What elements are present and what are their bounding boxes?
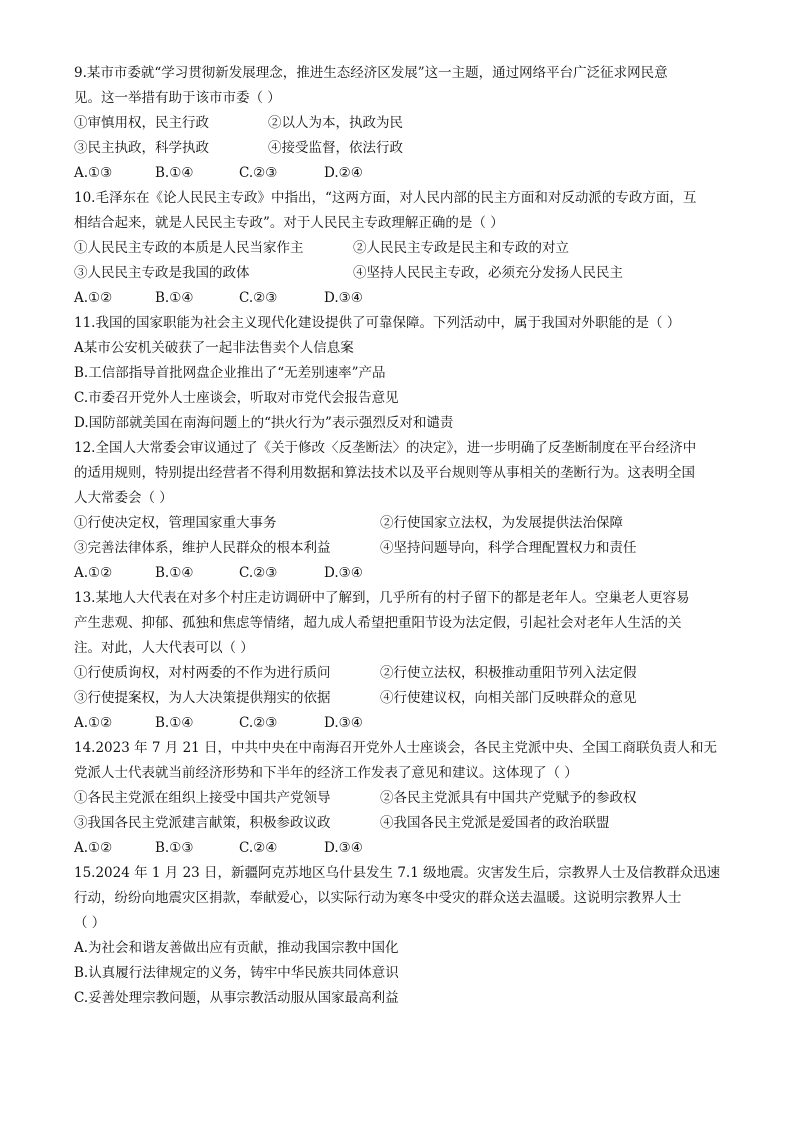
q11-choice-b: B.工信部指导首批网盘企业推出了“无差别速率”产品 xyxy=(74,365,386,381)
q14-choice-d: D.③④ xyxy=(324,840,363,856)
q9-choice-a: A.①③ xyxy=(74,165,113,181)
q13-choice-a: A.①② xyxy=(74,715,113,731)
q9-choices xyxy=(74,164,363,182)
q12-choice-b: B.①④ xyxy=(155,565,194,581)
q9-option-1: ①审慎用权，民主行政 xyxy=(74,115,209,131)
q13-option-2: ②行使立法权，积极推动重阳节列入法定假 xyxy=(380,665,637,681)
q13-option-3: ③行使提案权，为人大决策提供翔实的依据 xyxy=(74,690,331,706)
q9-option-2: ②以人为本，执政为民 xyxy=(268,115,403,131)
q13-option-1: ①行使质询权，对村两委的不作为进行质问 xyxy=(74,665,331,681)
q9-choice-b: B.①④ xyxy=(155,165,194,181)
q12-option-2: ②行使国家立法权，为发展提供法治保障 xyxy=(380,515,623,531)
q12-option-3: ③完善法律体系，维护人民群众的根本利益 xyxy=(74,540,331,556)
q14-option-2: ②各民主党派具有中国共产党赋予的参政权 xyxy=(380,790,637,806)
q12-choice-a: A.①② xyxy=(74,565,113,581)
q12-option-1: ①行使决定权，管理国家重大事务 xyxy=(74,515,277,531)
q14-stem-line-1: 14.2023 年 7 月 21 日，中共中央在中南海召开党外人士座谈会，各民主党派中央、全国工商联负责人和无 xyxy=(74,740,718,756)
q13-choice-d: D.③④ xyxy=(324,715,363,731)
q15-choice-b: B.认真履行法律规定的义务，铸牢中华民族共同体意识 xyxy=(74,965,399,981)
q14-option-4: ④我国各民主党派是爱国者的政治联盟 xyxy=(380,815,610,831)
q13-stem-line-3: 注。对此，人大代表可以（ ） xyxy=(74,640,254,656)
q12-stem-line-3: 人大常委会（ ） xyxy=(74,490,173,506)
q13-choice-b: B.①④ xyxy=(155,715,194,731)
q15-stem-line-3: （ ） xyxy=(74,915,106,931)
q15-stem-line-2: 行动，纷纷向地震灾区捐款，奉献爱心，以实际行动为寒冬中受灾的群众送去温暖。这说明宗教界人士 xyxy=(74,890,682,906)
q11-choice-c: C.市委召开党外人士座谈会，听取对市党代会报告意见 xyxy=(74,390,399,406)
q10-choice-c: C.②③ xyxy=(239,290,278,306)
q12-option-4: ④坚持问题导向，科学合理配置权力和责任 xyxy=(380,540,637,556)
q14-stem-line-2: 党派人士代表就当前经济形势和下半年的经济工作发表了意见和建议。这体现了（ ） xyxy=(74,765,578,781)
q14-option-1: ①各民主党派在组织上接受中国共产党领导 xyxy=(74,790,331,806)
q13-choice-c: C.②③ xyxy=(239,715,278,731)
q9-choice-c: C.②③ xyxy=(239,165,278,181)
q12-choices xyxy=(74,564,363,582)
q12-stem-line-2: 的适用规则，特别提出经营者不得利用数据和算法技术以及平台规则等从事相关的垄断行为。这表明全国 xyxy=(74,465,695,481)
q10-choices xyxy=(74,289,363,307)
q10-option-3: ③人民民主专政是我国的政体 xyxy=(74,265,250,281)
q9-stem-line-1: 9.某市市委就“学习贯彻新发展理念，推进生态经济区发展”这一主题，通过网络平台广泛征求网民意 xyxy=(74,65,668,81)
q14-option-3: ③我国各民主党派建言献策，积极参政议政 xyxy=(74,815,331,831)
q15-choice-c: C.妥善处理宗教问题，从事宗教活动服从国家最高利益 xyxy=(74,990,399,1006)
q11-choice-d: D.国防部就美国在南海问题上的“拱火行为”表示强烈反对和谴责 xyxy=(74,415,454,431)
q10-option-4: ④坚持人民民主专政，必须充分发扬人民民主 xyxy=(353,265,623,281)
q13-choices xyxy=(74,714,363,732)
q15-choice-a: A.为社会和谐友善做出应有贡献，推动我国宗教中国化 xyxy=(74,940,399,956)
q9-stem-line-2: 见。这一举措有助于该市市委（ ） xyxy=(74,90,281,106)
q9-choice-d: D.②④ xyxy=(324,165,363,181)
q10-choice-a: A.①② xyxy=(74,290,113,306)
q14-choice-b: B.①③ xyxy=(155,840,194,856)
q10-choice-d: D.③④ xyxy=(324,290,363,306)
q13-stem-line-1: 13.某地人大代表在对多个村庄走访调研中了解到，几乎所有的村子留下的都是老年人。空巢老人更容易 xyxy=(74,590,690,606)
q12-choice-d: D.③④ xyxy=(324,565,363,581)
q10-stem-line-1: 10.毛泽东在《论人民民主专政》中指出，“这两方面，对人民内部的民主方面和对反动派的专政方面，互 xyxy=(74,190,697,206)
q14-choice-a: A.①② xyxy=(74,840,113,856)
q11-stem-line-1: 11.我国的国家职能为社会主义现代化建设提供了可靠保障。下列活动中，属于我国对外职能的是（ ） xyxy=(74,315,681,331)
q12-choice-c: C.②③ xyxy=(239,565,278,581)
q14-choices xyxy=(74,839,363,857)
q10-option-1: ①人民民主专政的本质是人民当家作主 xyxy=(74,240,304,256)
q13-option-4: ④行使建议权，向相关部门反映群众的意见 xyxy=(380,690,637,706)
q12-stem-line-1: 12.全国人大常委会审议通过了《关于修改〈反垄断法〉的决定》，进一步明确了反垄断制度在平台经济中 xyxy=(74,440,697,456)
q9-option-3: ③民主执政，科学执政 xyxy=(74,140,209,156)
q10-choice-b: B.①④ xyxy=(155,290,194,306)
q11-choice-a: A某市公安机关破获了一起非法售卖个人信息案 xyxy=(74,340,354,356)
q13-stem-line-2: 产生悲观、抑郁、孤独和焦虑等情绪，超九成人希望把重阳节设为法定假，引起社会对老年人生活的关 xyxy=(74,615,682,631)
q10-stem-line-2: 相结合起来，就是人民民主专政”。对于人民民主专政理解正确的是（ ） xyxy=(74,215,504,231)
q10-option-2: ②人民民主专政是民主和专政的对立 xyxy=(353,240,569,256)
q9-option-4: ④接受监督，依法行政 xyxy=(268,140,403,156)
q15-stem-line-1: 15.2024 年 1 月 23 日，新疆阿克苏地区乌什县发生 7.1 级地震。灾害发生后，宗教界人士及信教群众迅速 xyxy=(74,865,721,881)
q14-choice-c: C.②④ xyxy=(239,840,278,856)
